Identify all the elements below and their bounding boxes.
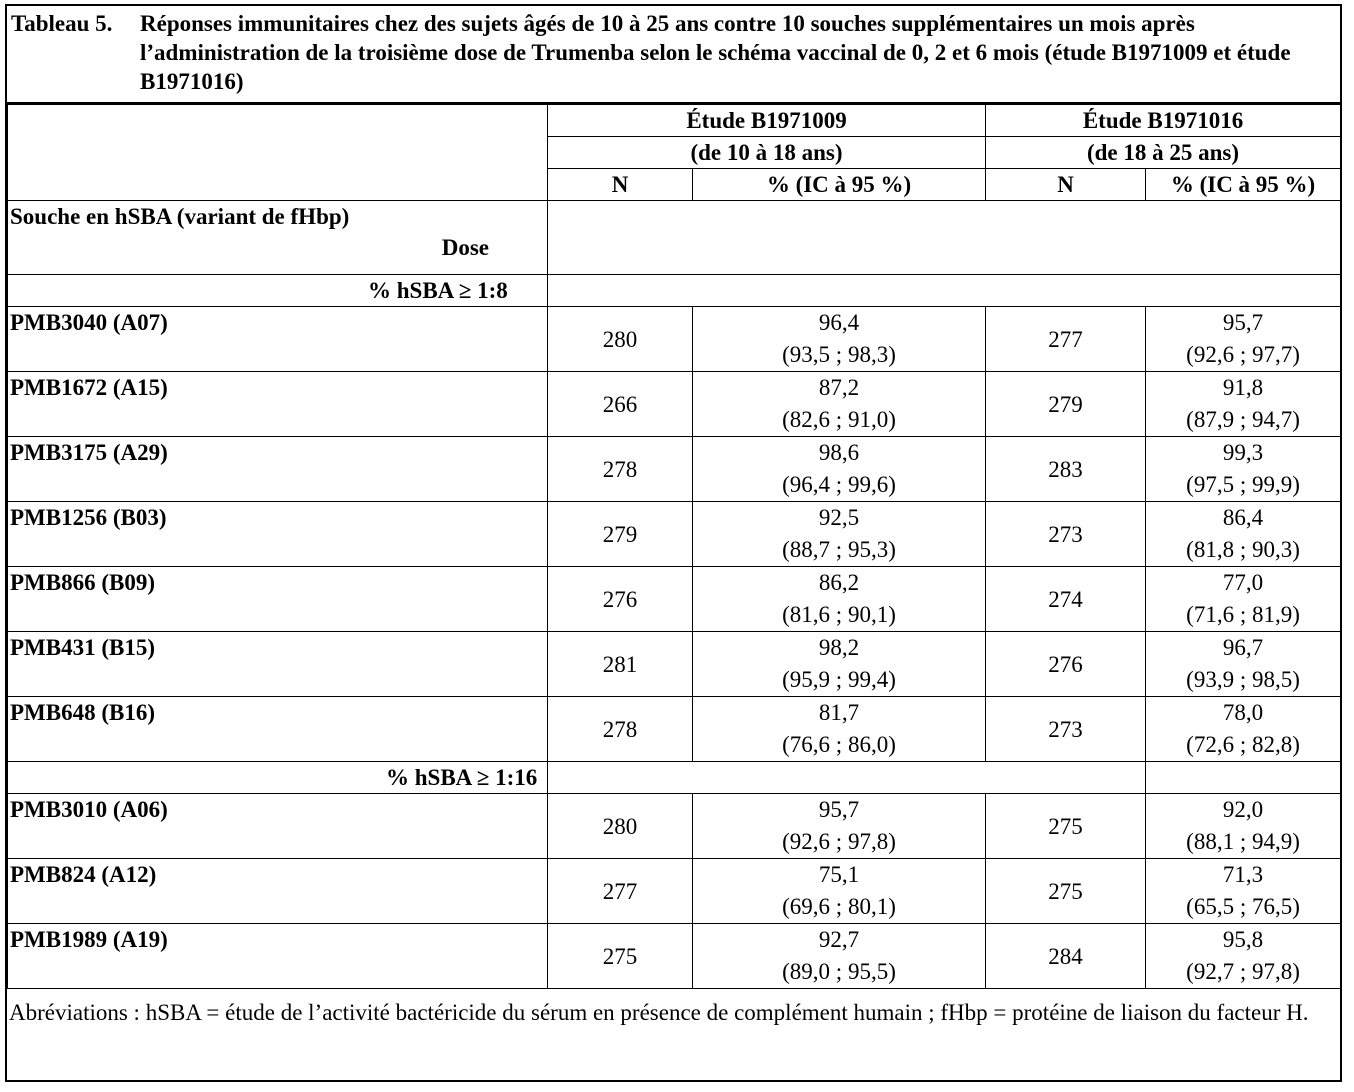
pct-study2 xyxy=(1146,437,1341,502)
table-caption xyxy=(7,6,1340,104)
study1-age: (de 10 à 18 ans) xyxy=(548,137,986,169)
n-study2: 275 xyxy=(986,794,1146,859)
study1-name: Étude B1971009 xyxy=(548,105,986,137)
pct-value: 71,3 xyxy=(1222,862,1264,887)
n-study2: 275 xyxy=(986,859,1146,924)
group-blank xyxy=(548,275,1341,307)
table-row xyxy=(8,567,1341,632)
n-study1: 278 xyxy=(548,437,693,502)
pct-value: 95,7 xyxy=(818,797,860,822)
strain-name: PMB3040 (A07) xyxy=(8,307,548,372)
pct-value: 77,0 xyxy=(1222,570,1264,595)
n-study1: 280 xyxy=(548,794,693,859)
n-study1: 281 xyxy=(548,632,693,697)
pct-value: 81,7 xyxy=(818,700,860,725)
ci-value: (88,1 ; 94,9) xyxy=(1186,829,1300,854)
pct-study1 xyxy=(693,632,986,697)
pct-study2 xyxy=(1146,859,1341,924)
pct-study2 xyxy=(1146,697,1341,762)
pct-study1 xyxy=(693,502,986,567)
pct-study2 xyxy=(1146,567,1341,632)
ci-value: (76,6 ; 86,0) xyxy=(782,732,896,757)
pct-study2 xyxy=(1146,924,1341,989)
ci-value: (95,9 ; 99,4) xyxy=(782,667,896,692)
pct-value: 75,1 xyxy=(818,862,860,887)
pct-value: 86,2 xyxy=(818,570,860,595)
pct-value: 95,7 xyxy=(1222,310,1264,335)
pct-value: 98,2 xyxy=(818,635,860,660)
pct-study1 xyxy=(693,372,986,437)
ci-value: (97,5 ; 99,9) xyxy=(1186,472,1300,497)
n-study1: 279 xyxy=(548,502,693,567)
ci-value: (88,7 ; 95,3) xyxy=(782,537,896,562)
pct-value: 87,2 xyxy=(818,375,860,400)
dose-label: Dose xyxy=(441,235,489,260)
pct-value: 96,7 xyxy=(1222,635,1264,660)
pct-study1 xyxy=(693,859,986,924)
strain-name: PMB3175 (A29) xyxy=(8,437,548,502)
n-study1: 276 xyxy=(548,567,693,632)
pct-value: 96,4 xyxy=(818,310,860,335)
ci-value: (81,6 ; 90,1) xyxy=(782,602,896,627)
strain-name: PMB3010 (A06) xyxy=(8,794,548,859)
group-label: % hSBA ≥ 1:16 xyxy=(8,762,548,794)
n-study2: 274 xyxy=(986,567,1146,632)
results-table xyxy=(7,104,1341,989)
strain-name: PMB648 (B16) xyxy=(8,697,548,762)
pct-value: 95,8 xyxy=(1222,927,1264,952)
col-pct-1: % (IC à 95 %) xyxy=(693,169,986,201)
group-row xyxy=(8,275,1341,307)
table-row xyxy=(8,794,1341,859)
strain-name: PMB1256 (B03) xyxy=(8,502,548,567)
col-n-2: N xyxy=(986,169,1146,201)
n-study2: 277 xyxy=(986,307,1146,372)
n-study1: 280 xyxy=(548,307,693,372)
document-page xyxy=(5,4,1342,1082)
n-study2: 273 xyxy=(986,502,1146,567)
n-study2: 284 xyxy=(986,924,1146,989)
ci-value: (93,9 ; 98,5) xyxy=(1186,667,1300,692)
n-study1: 277 xyxy=(548,859,693,924)
pct-study2 xyxy=(1146,794,1341,859)
ci-value: (92,6 ; 97,8) xyxy=(782,829,896,854)
pct-value: 98,6 xyxy=(818,440,860,465)
pct-value: 92,7 xyxy=(818,927,860,952)
table-row xyxy=(8,372,1341,437)
table-row xyxy=(8,697,1341,762)
caption-label: Tableau 5. xyxy=(11,11,113,36)
n-study2: 273 xyxy=(986,697,1146,762)
pct-value: 86,4 xyxy=(1222,505,1264,530)
ci-value: (92,7 ; 97,8) xyxy=(1186,959,1300,984)
pct-value: 92,0 xyxy=(1222,797,1264,822)
n-study1: 278 xyxy=(548,697,693,762)
header-blank xyxy=(8,105,548,201)
pct-value: 78,0 xyxy=(1222,700,1264,725)
ci-value: (72,6 ; 82,8) xyxy=(1186,732,1300,757)
ci-value: (82,6 ; 91,0) xyxy=(782,407,896,432)
col-pct-2: % (IC à 95 %) xyxy=(1146,169,1341,201)
pct-study1 xyxy=(693,437,986,502)
pct-study1 xyxy=(693,794,986,859)
group-blank xyxy=(1146,762,1341,794)
ci-value: (87,9 ; 94,7) xyxy=(1186,407,1300,432)
caption-text: Réponses immunitaires chez des sujets âgés de 10 à 25 ans contre 10 souches supplémentaires un mois après l’administration de la troisième dose de Trumenba selon le schéma vaccinal de 0, 2 et 6 mois (étude B1971009 et étude B1971016) xyxy=(140,11,1291,94)
pct-value: 92,5 xyxy=(818,505,860,530)
strain-name: PMB1672 (A15) xyxy=(8,372,548,437)
ci-value: (96,4 ; 99,6) xyxy=(782,472,896,497)
ci-value: (89,0 ; 95,5) xyxy=(782,959,896,984)
pct-study2 xyxy=(1146,502,1341,567)
pct-study1 xyxy=(693,697,986,762)
pct-study2 xyxy=(1146,372,1341,437)
n-study1: 266 xyxy=(548,372,693,437)
strain-name: PMB866 (B09) xyxy=(8,567,548,632)
table-row xyxy=(8,502,1341,567)
study2-name: Étude B1971016 xyxy=(986,105,1341,137)
ci-value: (69,6 ; 80,1) xyxy=(782,894,896,919)
study2-age: (de 18 à 25 ans) xyxy=(986,137,1341,169)
n-study2: 283 xyxy=(986,437,1146,502)
pct-value: 99,3 xyxy=(1222,440,1264,465)
table-row xyxy=(8,632,1341,697)
table-row xyxy=(8,859,1341,924)
pct-study1 xyxy=(693,567,986,632)
group-label: % hSBA ≥ 1:8 xyxy=(8,275,548,307)
strain-name: PMB431 (B15) xyxy=(8,632,548,697)
n-study2: 276 xyxy=(986,632,1146,697)
abbreviations-note: Abréviations : hSBA = étude de l’activité bactéricide du sérum en présence de complément humain ; fHbp = protéine de liaison du facteur H. xyxy=(9,1000,1309,1025)
ci-value: (71,6 ; 81,9) xyxy=(1186,602,1300,627)
n-study2: 279 xyxy=(986,372,1146,437)
ci-value: (92,6 ; 97,7) xyxy=(1186,342,1300,367)
table-row xyxy=(8,924,1341,989)
pct-study2 xyxy=(1146,632,1341,697)
pct-study1 xyxy=(693,307,986,372)
strain-name: PMB824 (A12) xyxy=(8,859,548,924)
pct-study1 xyxy=(693,924,986,989)
table-row xyxy=(8,307,1341,372)
col-n-1: N xyxy=(548,169,693,201)
pct-study2 xyxy=(1146,307,1341,372)
souche-dose-header xyxy=(8,201,548,275)
souche-label: Souche en hSBA (variant de fHbp) xyxy=(10,204,350,229)
group-row xyxy=(8,762,1341,794)
souche-blank xyxy=(548,201,1341,275)
strain-name: PMB1989 (A19) xyxy=(8,924,548,989)
group-blank xyxy=(548,762,1146,794)
ci-value: (93,5 ; 98,3) xyxy=(782,342,896,367)
n-study1: 275 xyxy=(548,924,693,989)
table-row xyxy=(8,437,1341,502)
pct-value: 91,8 xyxy=(1222,375,1264,400)
ci-value: (65,5 ; 76,5) xyxy=(1186,894,1300,919)
ci-value: (81,8 ; 90,3) xyxy=(1186,537,1300,562)
